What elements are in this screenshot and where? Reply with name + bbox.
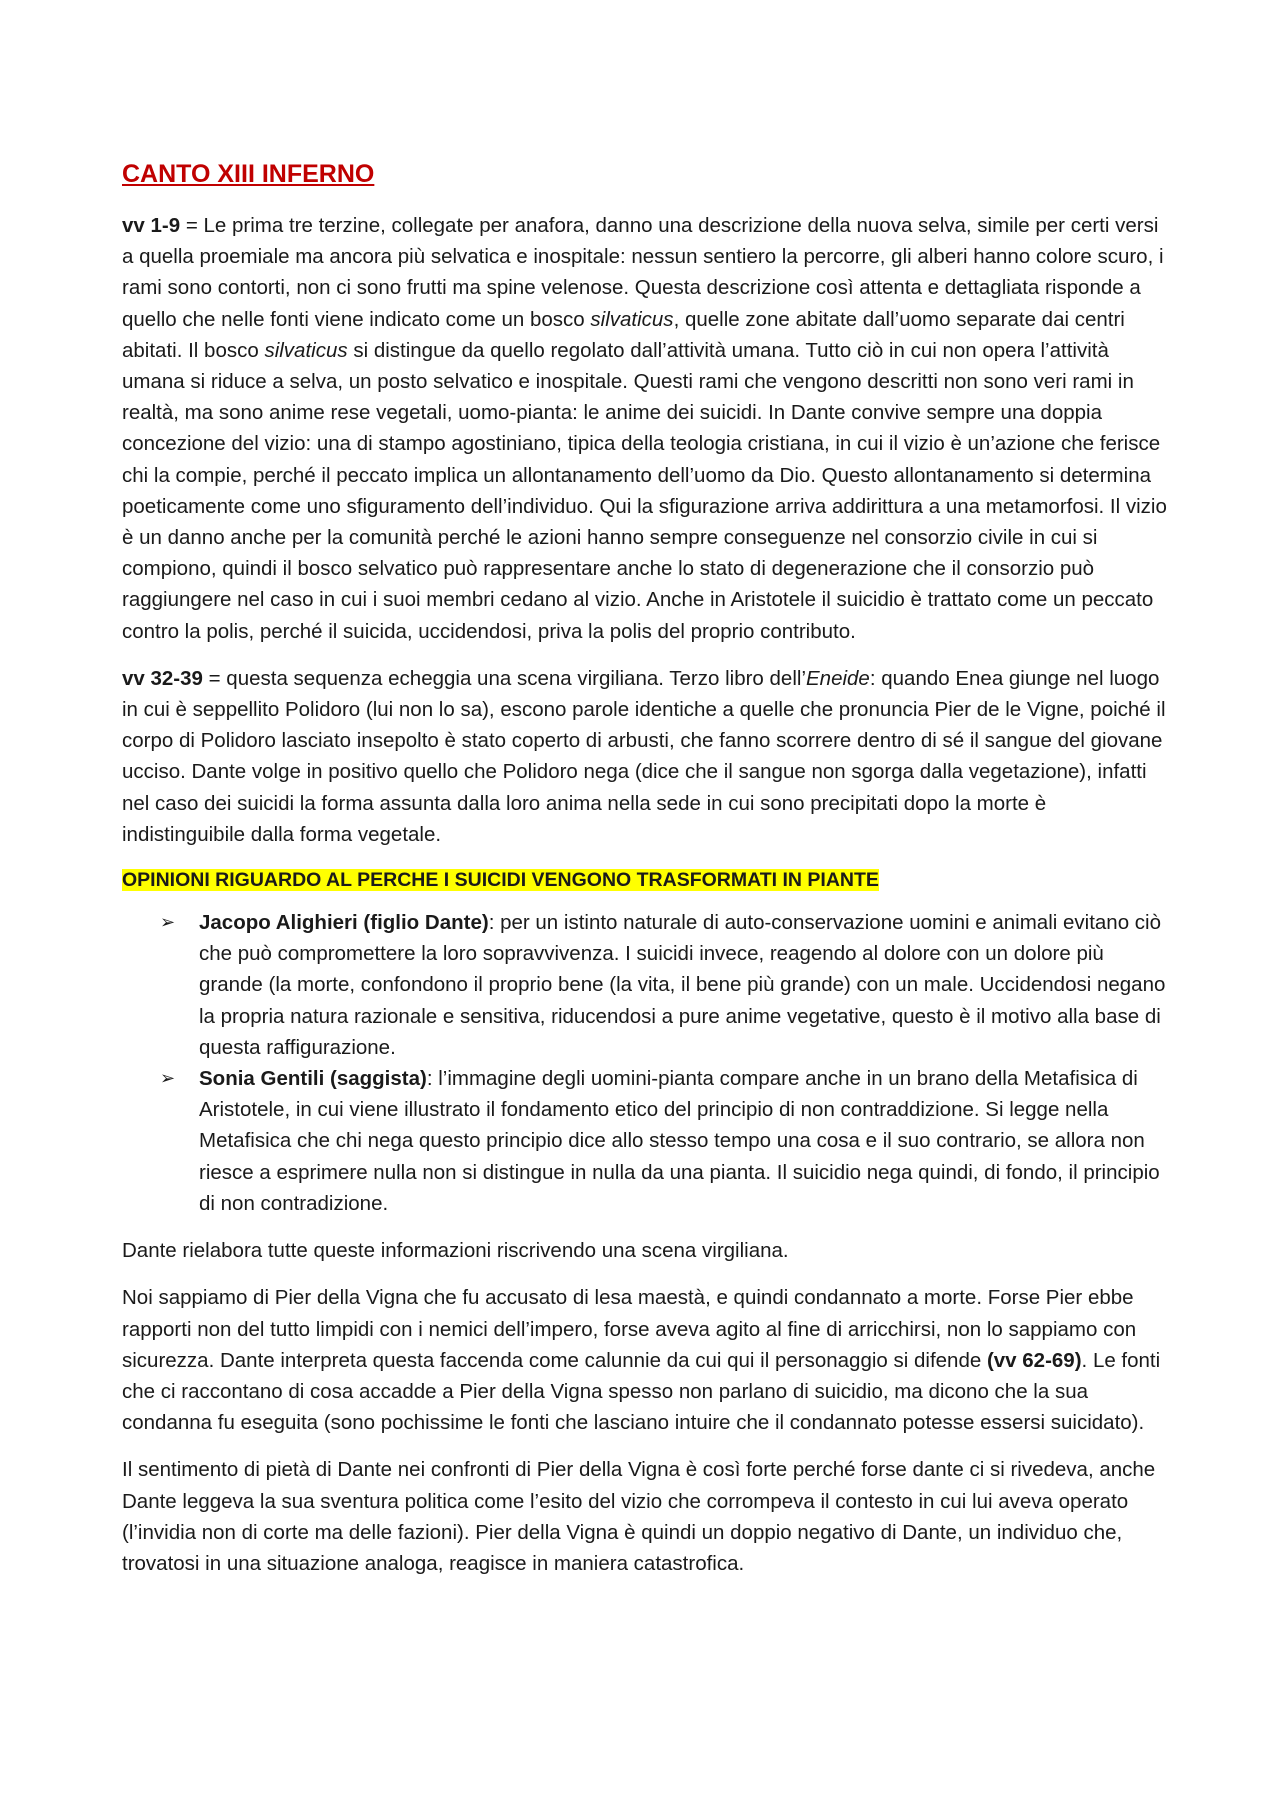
paragraph-text: = Le prima tre terzine, collegate per anafora, danno una descrizione della nuova selva, simile per certi versi a quella proemiale ma ancora più selvatica e inospitale: nessun sentiero la percorre, gli alberi hanno colore scuro, i rami sono contorti, non ci sono frutti ma spine velenose. Questa descrizione così attenta e dettagliata risponde a quello che nelle fonti viene indicato come un bosco <box>122 214 1164 331</box>
arrow-bullet-icon: ➢ <box>160 912 176 933</box>
italic-term: silvaticus <box>590 307 674 331</box>
verse-reference: vv 32-39 <box>122 666 203 690</box>
verse-reference: (vv 62-69) <box>986 1348 1082 1372</box>
paragraph-text: si distingue da quello regolato dall’attività umana. Tutto ciò in cui non opera l’attività umana si riduce a selva, un posto selvatico e inospitale. Questi rami che vengono descritti non sono veri rami in realtà, ma sono anime rese vegetali, uomo-pianta: le anime dei suicidi. In Dante convive sempre una doppia concezione del vizio: una di stampo agostiniano, tipica della teologia cristiana, in cui il vizio è un’azione che ferisce chi la compie, perché il peccato implica un allontanamento dell’uomo da Dio. Questo allontanamento si determina poeticamente come uno sfiguramento dell’individuo. Qui la sfigurazione arriva addirittura a una metamorfosi. Il vizio è un danno anche per la comunità perché le azioni hanno sempre conseguenze nel consorzio civile in cui si compiono, quindi il bosco selvatico può rappresentare anche lo stato di degenerazione che il consorzio può raggiungere nel caso in cui i suoi membri cedano al vizio. Anche in Aristotele il suicidio è trattato come un peccato contro la polis, perché il suicida, uccidendosi, priva la polis del proprio contributo. <box>122 338 1167 643</box>
highlighted-heading <box>122 866 1172 895</box>
paragraph-text: : quando Enea giunge nel luogo in cui è seppellito Polidoro (lui non lo sa), escono parole identiche a quelle che pronuncia Pier de le Vigne, poiché il corpo di Polidoro lasciato insepolto è stato coperto di arbusti, che fanno scorrere dentro di sé il sangue del giovane ucciso. Dante volge in positivo quello che Polidoro nega (dice che il sangue non sgorga dalla vegetazione), infatti nel caso dei suicidi la forma assunta dalla loro anima nella sede in cui sono precipitati dopo la morte è indistinguibile dalla forma vegetale. <box>122 666 1166 846</box>
paragraph-text: = questa sequenza echeggia una scena virgiliana. Terzo libro dell’ <box>202 666 806 690</box>
opinion-text: : l’immagine degli uomini-pianta compare anche in un brano della Metafisica di Aristotele, in cui viene illustrato il fondamento etico del principio di non contraddizione. Si legge nella Metafisica che chi nega questo principio dice allo stesso tempo una cosa e il suo contrario, se allora non riesce a esprimere nulla non si distingue in nulla da una pianta. Il suicidio nega quindi, di fondo, il principio di non contradizione. <box>199 1067 1160 1215</box>
document-title: CANTO XIII INFERNO <box>122 160 375 188</box>
highlighted-heading-text: OPINIONI RIGUARDO AL PERCHE I SUICIDI VENGONO TRASFORMATI IN PIANTE <box>122 869 879 892</box>
italic-term: silvaticus <box>264 338 348 362</box>
paragraph-text: Noi sappiamo di Pier della Vigna che fu accusato di lesa maestà, e quindi condannato a morte. Forse Pier ebbe rapporti non del tutto limpidi con i nemici dell’impero, forse aveva agito al fine di arricchirsi, non lo sappiamo con sicurezza. Dante interpreta questa faccenda come calunnie da cui qui il personaggio si difende <box>122 1286 1137 1372</box>
paragraph-vv-32-39 <box>122 663 1172 850</box>
opinion-author: Sonia Gentili (saggista) <box>199 1067 427 1091</box>
paragraph-pier-della-vigna <box>122 1282 1172 1438</box>
verse-reference: vv 1-9 <box>122 214 181 237</box>
italic-term: Eneide <box>806 666 870 690</box>
paragraph-vv-1-9 <box>122 210 1172 647</box>
paragraph-text: , quelle zone abitate dall’uomo separate dai centri abitati. Il bosco <box>122 307 1125 362</box>
opinion-text: : per un istinto naturale di auto-conservazione uomini e animali evitano ciò che può compromettere la loro sopravvivenza. I suicidi invece, reagendo al dolore con un dolore più grande (la morte, confondono il proprio bene (la vita, il bene più grande) con un male. Uccidendosi negano la propria natura razionale e sensitiva, riducendosi a pure anime vegetative, questo è il motivo alla base di questa raffigurazione. <box>199 911 1166 1059</box>
document-page <box>122 158 1172 1595</box>
opinion-author: Jacopo Alighieri (figlio Dante) <box>199 911 489 935</box>
list-item <box>160 907 1172 1063</box>
paragraph-dante-rielabora: Dante rielabora tutte queste informazioni riscrivendo una scena virgiliana. <box>122 1239 789 1263</box>
paragraph-text: . Le fonti che ci raccontano di cosa accadde a Pier della Vigna spesso non parlano di suicidio, ma dicono che la sua condanna fu eseguita (sono pochissime le fonti che lasciano intuire che il condannato potesse essersi suicidato). <box>122 1348 1161 1435</box>
arrow-bullet-icon: ➢ <box>160 1068 176 1089</box>
paragraph-sentimento-pieta: Il sentimento di pietà di Dante nei confronti di Pier della Vigna è così forte perché forse dante ci si rivedeva, anche Dante leggeva la sua sventura politica come l’esito del vizio che corrompeva il contesto in cui lui aveva operato (l’invidia non di corte ma delle fazioni). Pier della Vigna è quindi un doppio negativo di Dante, un individuo che, trovatosi in una situazione analoga, reagisce in maniera catastrofica. <box>122 1458 1156 1575</box>
list-item <box>160 1063 1172 1219</box>
opinions-list <box>122 907 1172 1219</box>
